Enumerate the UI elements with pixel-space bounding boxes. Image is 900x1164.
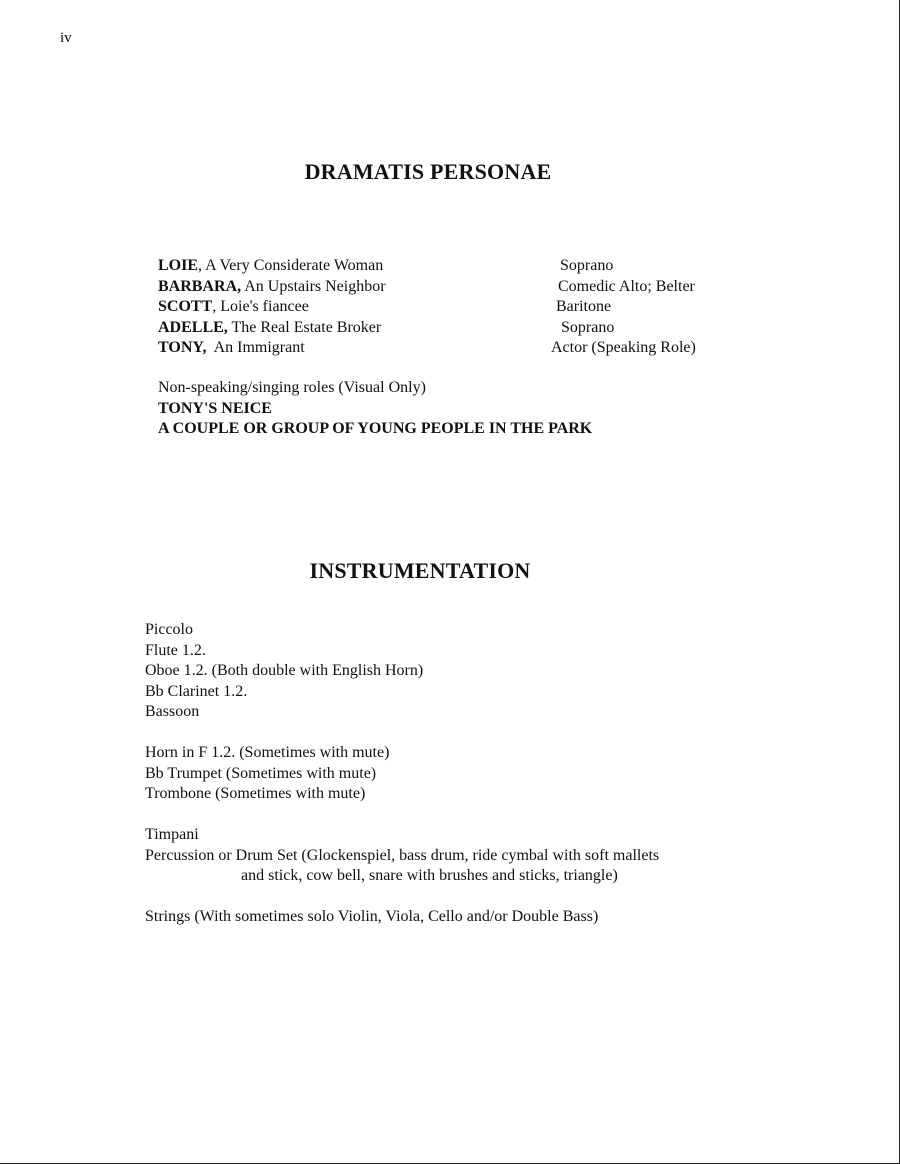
cast-list xyxy=(158,256,758,359)
non-speaking-role: A COUPLE OR GROUP OF YOUNG PEOPLE IN THE PARK xyxy=(158,420,593,437)
dramatis-personae-heading: DRAMATIS PERSONAE xyxy=(304,159,552,184)
instrument-line: Timpani xyxy=(145,826,199,843)
percussion-group xyxy=(145,825,785,887)
instrument-line: Bb Trumpet (Sometimes with mute) xyxy=(145,764,377,782)
instrument-line: Flute 1.2. xyxy=(145,641,206,659)
instrument-line: Trombone (Sometimes with mute) xyxy=(145,785,366,802)
non-speaking-role: TONY'S NEICE xyxy=(158,399,272,417)
cast-voice: Soprano xyxy=(560,257,614,274)
non-speaking-roles xyxy=(158,378,592,440)
cast-description: An Immigrant xyxy=(206,339,305,356)
cast-row-adelle xyxy=(158,318,758,339)
cast-row-barbara xyxy=(158,277,758,298)
instrument-line: Strings (With sometimes solo Violin, Viola, Cello and/or Double Bass) xyxy=(145,908,599,925)
cast-voice: Baritone xyxy=(556,298,612,315)
instrumentation-heading: INSTRUMENTATION xyxy=(309,558,531,583)
instrument-line: Piccolo xyxy=(145,621,193,638)
cast-row-tony xyxy=(158,338,758,359)
cast-row-scott xyxy=(158,297,758,318)
instrument-line: Bb Clarinet 1.2. xyxy=(145,682,248,700)
page-number: iv xyxy=(60,30,72,46)
non-speaking-label: Non-speaking/singing roles (Visual Only) xyxy=(158,379,426,396)
brass-group xyxy=(145,743,785,805)
cast-name: LOIE xyxy=(158,257,199,274)
cast-description: An Upstairs Neighbor xyxy=(241,277,386,295)
strings-group xyxy=(145,907,785,928)
cast-name: BARBARA, xyxy=(158,277,242,295)
cast-description: , A Very Considerate Woman xyxy=(198,257,384,274)
instrument-line: Horn in F 1.2. (Sometimes with mute) xyxy=(145,744,390,761)
cast-voice: Actor (Speaking Role) xyxy=(551,339,696,356)
instrument-list xyxy=(145,620,785,948)
instrument-line: Bassoon xyxy=(145,703,200,720)
cast-description: The Real Estate Broker xyxy=(227,318,382,336)
cast-name: ADELLE, xyxy=(158,318,228,336)
cast-voice: Comedic Alto; Belter xyxy=(558,277,695,295)
instrument-line: Oboe 1.2. (Both double with English Horn) xyxy=(145,662,424,679)
instrument-line: and stick, cow bell, snare with brushes and sticks, triangle) xyxy=(241,867,618,884)
cast-voice: Soprano xyxy=(561,318,615,336)
cast-name: SCOTT xyxy=(158,298,213,315)
cast-description: , Loie's fiancee xyxy=(212,298,309,315)
cast-row-loie xyxy=(158,256,758,277)
woodwinds-group xyxy=(145,620,785,723)
cast-name: TONY, xyxy=(158,339,207,356)
instrument-line: Percussion or Drum Set (Glockenspiel, bass drum, ride cymbal with soft mallets xyxy=(145,846,660,864)
